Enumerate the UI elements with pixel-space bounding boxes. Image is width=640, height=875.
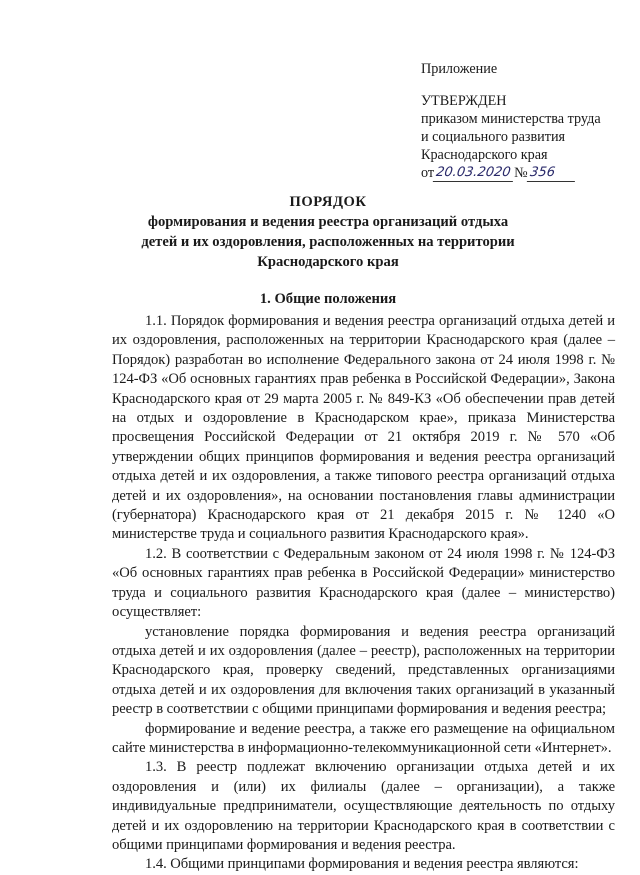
document-title: [0, 192, 640, 309]
title-main: ПОРЯДОК: [289, 194, 367, 210]
paragraph-1-2-item-2: формирование и ведение реестра, а также его размещение на официальном сайте министерства в информационно-телекоммуникационной сети «Интернет».: [112, 720, 615, 756]
paragraph-1-1: 1.1. Порядок формирования и ведения реестра организаций отдыха детей и их оздоровления, расположенных на территории Краснодарского края (далее – Порядок) разработан во исполнение Федерального закона от 24 июля 1998 г. № 124-ФЗ «Об основных гарантиях прав ребенка в Российской Федерации», Закона Краснодарского края от 29 марта 2005 г. № 849-КЗ «Об обеспечении прав детей на отдых и оздоровление в Краснодарском крае», приказа Министерства просвещения Российской Федерации от 21 октября 2019 г. № 570 «Об утверждении общих принципов формирования и ведения реестра организаций отдыха детей и их оздоровления, а также типового реестра организаций отдыха детей и их оздоровления», на основании постановления главы администрации (губернатора) Краснодарского края от 21 декабря 2015 г. № 1240 «О министерстве труда и социального развития Краснодарского края».: [112, 313, 615, 543]
section-heading: 1. Общие положения: [259, 291, 397, 307]
paragraph-1-2: 1.2. В соответствии с Федеральным законом от 24 июля 1998 г. № 124-ФЗ «Об основных гарантиях прав ребенка в Российской Федерации» министерство труда и социального развития Краснодарского края (далее – министерство) осуществляет:: [112, 545, 615, 621]
order-date-number: [421, 164, 636, 182]
handwritten-number: 356: [526, 165, 576, 182]
handwritten-date: 20.03.2020: [433, 165, 515, 182]
title-line-1: формирования и ведения реестра организаций отдыха: [147, 214, 509, 230]
title-line-2: детей и их оздоровления, расположенных на территории: [141, 234, 515, 250]
from-label: от: [421, 165, 435, 181]
number-label: №: [514, 165, 528, 181]
paragraph-1-4: 1.4. Общими принципами формирования и ведения реестра являются:: [145, 856, 579, 873]
approval-line-2: и социального развития: [421, 129, 566, 145]
approved-label: УТВЕРЖДЕН: [421, 93, 507, 109]
paragraph-1-2-item-1: установление порядка формирования и ведения реестра организаций отдыха детей и их оздоровления (далее – реестр), расположенных на территории Краснодарского края, проверку сведений, представленных организациями отдыха детей и их оздоровления для включения таких организаций в указанный реестр в соответствии с общими принципами формирования и ведения реестра;: [112, 623, 615, 718]
approval-block: [421, 60, 636, 182]
document-body: [112, 312, 615, 875]
title-line-3: Краснодарского края: [257, 254, 399, 270]
approval-line-1: приказом министерства труда: [421, 111, 601, 127]
approval-line-3: Краснодарского края: [421, 147, 548, 163]
paragraph-1-3: 1.3. В реестр подлежат включению организации отдыха детей и их оздоровления и (или) их филиалы (далее – организации), а также индивидуальные предприниматели, осуществляющие деятельность по отдыху детей и их оздоровлению на территории Краснодарского края в соответствии с общими принципами формирования и ведения реестра.: [112, 759, 615, 853]
appendix-label: Приложение: [421, 61, 498, 77]
